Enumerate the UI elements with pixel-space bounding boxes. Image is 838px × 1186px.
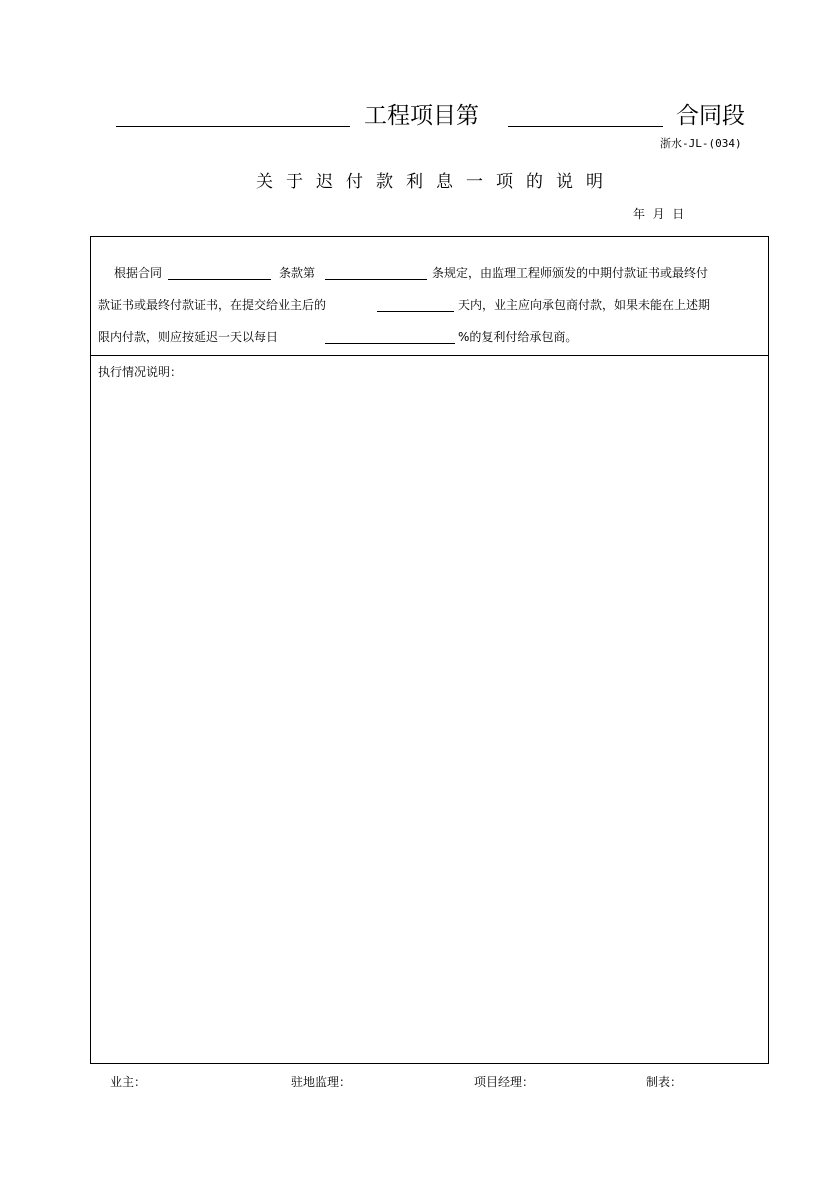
clause-line2-end: 天内，业主应向承包商付款，如果未能在上述期 (458, 298, 711, 312)
clause-line1-end: 条规定，由监理工程师颁发的中期付款证书或最终付 (432, 266, 709, 280)
section-divider (91, 355, 768, 356)
days-blank[interactable] (377, 311, 454, 312)
project-label: 工程项目第 (364, 103, 479, 129)
clause-line3-start: 限内付款，则应按延迟一天以每日 (98, 330, 279, 344)
prepared-by-label: 制表： (646, 1075, 683, 1089)
execution-notes-area[interactable] (92, 385, 766, 1061)
clause-line3-end: %的复利付给承包商。 (458, 330, 578, 344)
form-code: 浙水-JL-(034) (660, 137, 742, 150)
project-manager-label: 项目经理： (474, 1075, 535, 1089)
document-title: 关于迟付款利息一项的说明 (256, 172, 616, 192)
clause-line2-start: 款证书或最终付款证书，在提交给业主后的 (98, 298, 327, 312)
owner-signature-label: 业主： (110, 1075, 147, 1089)
contract-section-label: 合同段 (676, 103, 745, 129)
resident-supervisor-label: 驻地监理： (291, 1075, 352, 1089)
clause-line1-start: 根据合同 (114, 266, 163, 280)
date-label: 年 月 日 (633, 207, 685, 221)
contract-section-blank[interactable] (508, 126, 663, 127)
contract-clause-blank[interactable] (168, 279, 271, 280)
execution-label: 执行情况说明： (98, 365, 183, 379)
article-number-blank[interactable] (325, 279, 427, 280)
project-name-blank[interactable] (116, 126, 350, 127)
interest-rate-blank[interactable] (325, 343, 455, 344)
clause-line1-mid: 条款第 (279, 266, 316, 280)
